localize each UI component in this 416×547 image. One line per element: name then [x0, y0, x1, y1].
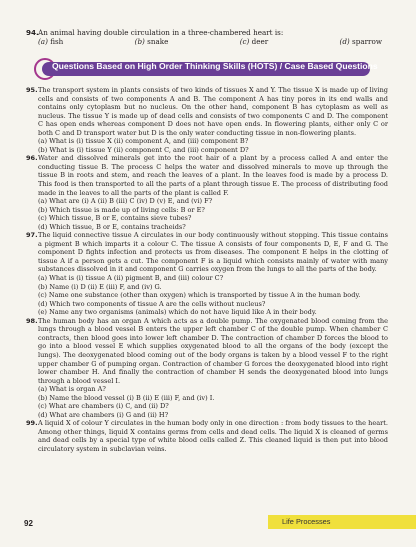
question-part: (e) Name any two organisms (animals) which do not have liquid like A in their body. — [38, 308, 317, 317]
question-number: 97. — [26, 231, 38, 240]
question-text: An animal having double circulation in a three-chambered heart is: — [38, 28, 284, 37]
question-95 — [26, 86, 388, 154]
question-part: (a) What is (i) tissue A (ii) pigment B, and (iii) colour C? — [38, 274, 224, 283]
question-part: (d) Which two components of tissue A are the cells without nucleus? — [38, 299, 266, 308]
question-part: (c) What are chambers (i) C, and (ii) D? — [38, 402, 169, 411]
question-part: (c) Which tissue, B or E, contains sieve tubes? — [38, 214, 192, 223]
question-94 — [26, 28, 388, 47]
question-part: (a) What are (i) A (ii) B (iii) C (iv) D (v) E, and (vi) F? — [38, 197, 213, 206]
options-row — [38, 37, 388, 46]
question-number: 98. — [26, 316, 38, 325]
question-96 — [26, 154, 388, 231]
question-part: (d) Which tissue, B or E, contains tracheids? — [38, 222, 186, 231]
question-number: 99. — [26, 419, 38, 428]
option-c: (c) deer — [239, 37, 269, 47]
question-part: (b) Which tissue is made up of living cells: B or E? — [38, 205, 205, 214]
footer-section: Life Processes — [282, 517, 331, 526]
option-b: (b) snake — [134, 37, 169, 47]
question-97 — [26, 231, 388, 317]
question-part: (a) What is organ A? — [38, 385, 106, 394]
question-text: The liquid connective tissue A circulates in our body continuously without stopping. This tissue contains a pigment B which imparts it a colour C. The tissue A consists of four components D, E, F and G. The component D fights infection and protects us from diseases. The component E helps in the clotting of tissue A if a person gets a cut. The component F is a liquid which consists mainly of water with many substances dissolved in it and component G carries oxygen from the lungs to all the parts of the body. — [38, 231, 388, 274]
question-99 — [26, 419, 388, 453]
question-part: (c) Name one substance (other than oxygen) which is transported by tissue A in the human body. — [38, 291, 361, 300]
banner-title: Questions Based on High Order Thinking Skills (HOTS) / Case Based Questions — [52, 61, 378, 71]
question-text: A liquid X of colour Y circulates in the human body only in one direction : from body tissues to the heart. Among other things, liquid X contains germs from cells and dead cells. The liquid X is cleaned of germs and dead cells by a special type of white blood cells called Z. This cleaned liquid is then put into blood circulatory system in subclavian veins. — [38, 419, 388, 453]
option-a: (a) fish — [38, 37, 64, 47]
question-part: (b) Name (i) D (ii) E (iii) F, and (iv) G. — [38, 282, 162, 291]
question-number: 94. — [26, 28, 39, 37]
question-part: (d) What are chambers (i) G and (ii) H? — [38, 410, 169, 419]
option-d: (d) sparrow — [339, 37, 382, 47]
section-banner — [34, 58, 378, 80]
question-number: 95. — [26, 86, 38, 94]
question-text: Water and dissolved minerals get into the root hair of a plant by a process called A and enter the conducting tissue B. The process C helps the water and dissolved minerals to move up through the tissue B in roots and stem, and reach the leaves of a plant. In the leaves food is made by a process D. This food is then transported to all the parts of a plant through tissue E. The process of distributing food made in the leaves to all the parts of the plant is called F. — [38, 154, 388, 197]
page-number: 92 — [24, 519, 33, 528]
question-number: 96. — [26, 154, 38, 163]
question-part: (a) What is (i) tissue X (ii) component A, and (iii) component B? — [38, 137, 249, 146]
question-text: The transport system in plants consists of two kinds of tissues X and Y. The tissue X is made up of living cells and consists of two components A and B. The component A has tiny pores in its end walls and contains only cytoplasm but no nucleus. On the other hand, component B has cytoplasm as well as nucleus. The tissue Y is made up of dead cells and consists of two components C and D. The component C has open ends whereas component D does not have open ends. In flowering plants, either only C or both C and D transport water but D is the only water conducting tissue in non-flowering plants. — [38, 86, 388, 137]
footer-bar — [268, 515, 416, 529]
question-part: (b) What is (i) tissue Y (ii) component C, and (iii) component D? — [38, 145, 249, 154]
question-part: (b) Name the blood vessel (i) B (ii) E (iii) F, and (iv) I. — [38, 393, 215, 402]
question-98 — [26, 316, 388, 420]
questions-body — [26, 86, 388, 454]
question-text: The human body has an organ A which acts as a double pump. The oxygenated blood coming from the lungs through a blood vessel B enters the upper left chamber C of the double pump. When chamber C contracts, then blood goes into lower left chamber D. The contraction of chamber D forces the blood to go into a blood vessel E which supplies oxygenated blood to all the organs of the body (except the lungs). The deoxygenated blood coming out of the body organs is taken by a blood vessel F to the right upper chamber G of pumping organ. Contraction of chamber G forces the deoxygenated blood into right lower chamber H. And finally the contraction of chamber H sends the deoxygenated blood into lungs through a blood vessel I. — [38, 316, 388, 385]
